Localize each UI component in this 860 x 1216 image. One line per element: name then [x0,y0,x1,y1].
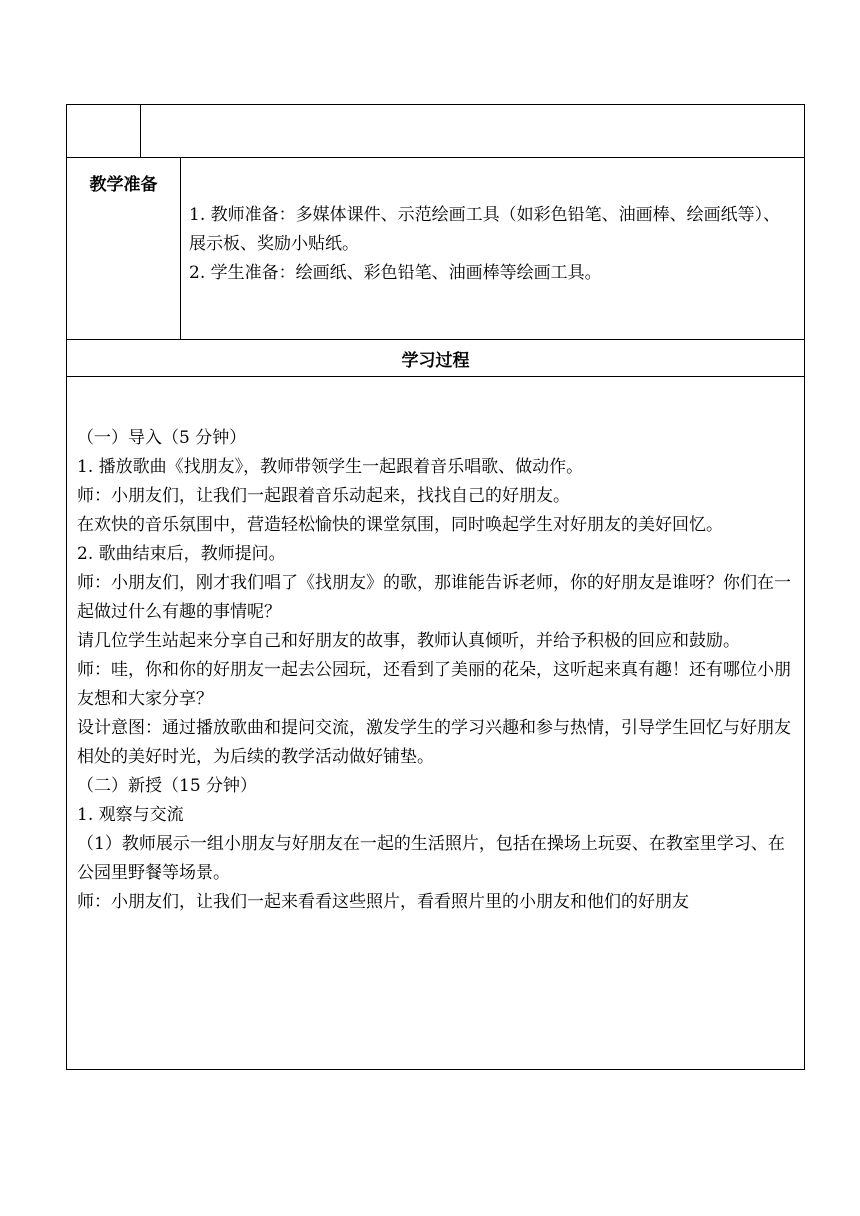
prep-label: 教学准备 [67,158,181,340]
process-paragraph: 师：小朋友们，让我们一起来看看这些照片，看看照片里的小朋友和他们的好朋友 [77,892,689,912]
prep-content [181,158,805,340]
process-paragraph: 1. 播放歌曲《找朋友》，教师带领学生一起跟着音乐唱歌、做动作。 [77,457,584,477]
top-row [67,105,805,158]
prep-item-student: 2. 学生准备：绘画纸、彩色铅笔、油画棒等绘画工具。 [189,263,602,283]
process-paragraph: 2. 歌曲结束后，教师提问。 [77,544,286,564]
process-paragraph: 在欢快的音乐氛围中，营造轻松愉快的课堂氛围，同时唤起学生对好朋友的美好回忆。 [77,515,723,535]
process-content [67,377,805,1070]
prep-item-teacher: 1. 教师准备：多媒体课件、示范绘画工具（如彩色铅笔、油画棒、绘画纸等）、展示板、奖励小贴纸。 [189,205,781,254]
process-paragraph: 1. 观察与交流 [77,805,184,825]
process-heading: 学习过程 [67,340,805,377]
top-row-left-cell [67,105,141,158]
process-paragraph: （二）新授（15 分钟） [77,776,258,796]
prep-row [67,158,805,340]
process-heading-row [67,340,805,377]
process-paragraph: （1）教师展示一组小朋友与好朋友在一起的生活照片，包括在操场上玩耍、在教室里学习、在公园里野餐等场景。 [77,834,785,883]
process-paragraph: 请几位学生站起来分享自己和好朋友的故事，教师认真倾听，并给予积极的回应和鼓励。 [77,631,740,651]
process-row [67,377,805,1070]
process-paragraph: 设计意图：通过播放歌曲和提问交流，激发学生的学习兴趣和参与热情，引导学生回忆与好朋友相处的美好时光，为后续的教学活动做好铺垫。 [77,718,791,767]
process-paragraph: 师：小朋友们，让我们一起跟着音乐动起来，找找自己的好朋友。 [77,486,570,506]
process-paragraph: （一）导入（5 分钟） [77,428,247,448]
process-paragraph: 师：哇，你和你的好朋友一起去公园玩，还看到了美丽的花朵，这听起来真有趣！还有哪位小朋友想和大家分享？ [77,660,791,709]
process-paragraph: 师：小朋友们，刚才我们唱了《找朋友》的歌，那谁能告诉老师，你的好朋友是谁呀？你们在一起做过什么有趣的事情呢？ [77,573,791,622]
top-row-right-cell [141,105,805,158]
lesson-plan-table [66,104,805,1070]
